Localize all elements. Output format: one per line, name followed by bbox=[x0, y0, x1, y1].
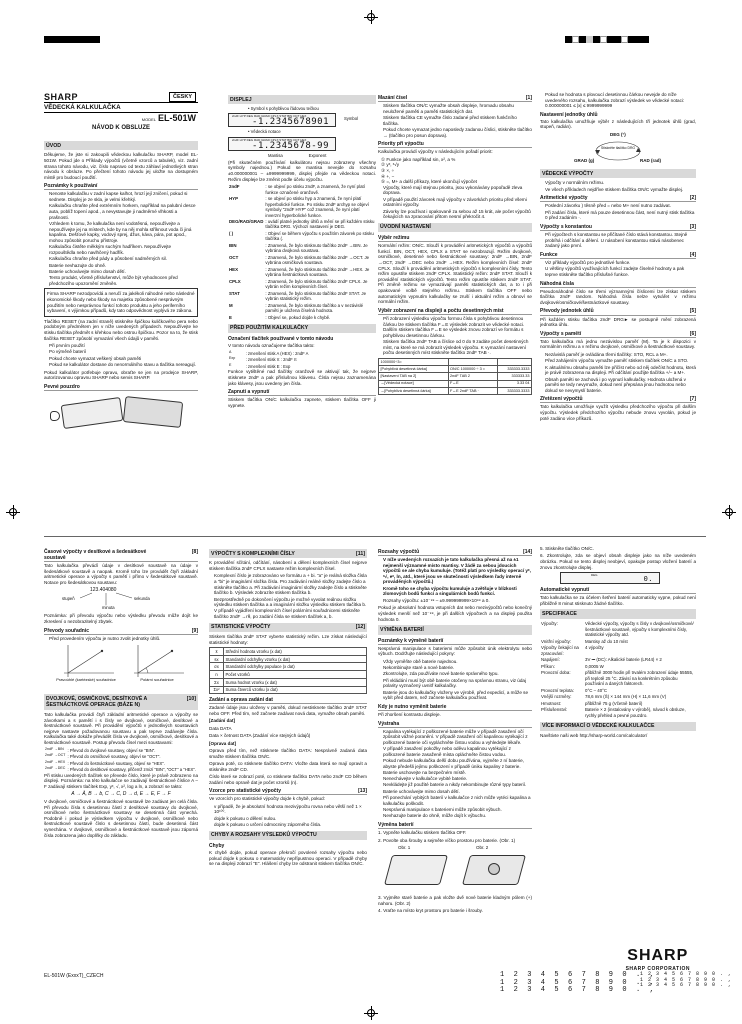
hard-case-illustration bbox=[44, 393, 198, 433]
lcd-floating-point: 2ndF HYP DEG RAD GRAD CPLX STAT BIN OCT HEX -1.2345678901 bbox=[228, 113, 336, 127]
table-row: Vnitřní výpočty: Mantisy až do 10 míst bbox=[541, 638, 628, 644]
reset-text: Tlačítko RESET (na zadní straně) stiskněte špičkou kuličkového pera nebo podobným předmětem jen v níže uvedených případech. Nepoužívejte ke stisku tlačítka předmět s křehkou nebo ostrou špičkou. Pozor na to, že stisk tlačítka RESET způsobí vymazání všech údajů v paměti. bbox=[44, 318, 198, 341]
section-komplex: VÝPOČTY S KOMPLEXNÍMI ČÍSLY [11] bbox=[211, 550, 365, 557]
section-vymena: VÝMĚNA BATERIÍ bbox=[378, 625, 532, 634]
section-chyby: CHYBY A ROZSAHY VÝSLEDKŮ VÝPOČTU bbox=[209, 831, 367, 840]
nastaveni-uhlu-text: Tato kalkulačka umožňuje výběr z následujících tří jednotek úhlů (grad, stupeň, radián). bbox=[540, 118, 696, 130]
spec-table bbox=[540, 621, 696, 719]
mazani-list: • Stiskem tlačítka ON/C vymažte obsah displeje, hromadu obsahu neuložené paměti a paměti statistických dat. • Stiskem tlačítka CE vymažte číslo zadané před stiskem funkčního tlačítka. • Pokud chcete vymazat jedno naposledy zadanou číslici, stiskněte tlačítko → (tlačítko pro posun doprava). bbox=[383, 103, 532, 138]
section-nastaveni-uhlu: Nastavení jednotky úhlů bbox=[540, 111, 598, 118]
registration-mark-right bbox=[722, 505, 736, 519]
symbol-row: OCT : Znamená, že bylo stisknuto tlačítko 2ndF →OCT. Je vybrána osmičková soustava. bbox=[229, 254, 370, 266]
label-mantisa: Mantisa bbox=[268, 152, 283, 158]
vyber2-list: • Při zobrazení výsledku výpočtu formou čísla s pohyblivou desetinnou čárkou lze stiskem tlačítka F↔E výsledek zobrazit ve vědecké notaci. Dalším stiskem tlačítka F↔E se výsledek znovu zobrazí ve formátu s pohyblivou desetinnou čárkou. • Stiskem tlačítka 2ndF TAB a číslice od 0 do 9 zadáte počet desetinných míst, na které se má zobrazit výsledek výpočtu. K vymazání nastavení počtu desetinných míst stiskněte tlačítko 2ndF TAB ·. bbox=[383, 316, 532, 356]
table-row: sx Standardní odchylky vzorku (x dat) bbox=[210, 655, 367, 663]
table-row: [Pohyblivá desetinná čárka] ON/C 1000000 ÷ 3 = 333333.3333 bbox=[380, 366, 530, 371]
section-displej: DISPLEJ bbox=[228, 95, 376, 104]
stat-values-table bbox=[209, 647, 367, 694]
brand-logo: SHARP bbox=[44, 92, 79, 102]
section-vzorce: Vzorce pro statistické výpočty [13] bbox=[209, 788, 367, 795]
fold-line-horizontal bbox=[44, 536, 706, 537]
table-row: σx Standardní odchylky populace (x dat) bbox=[210, 663, 367, 671]
table-row: Napájení: 3V ⎓ (DC): Alkalické baterie (LR44) × 2 bbox=[541, 657, 662, 663]
zadani-list: [Zadání dat] Data DATA Data × četnost DATA (Zadání více stejných údajů) [Oprava dat] Oprava před tím, než stisknete tlačítko DATA: Nesprávně zadaná data smažte stiskem tlačítka ON/C. Oprava poté, co stisknete tlačítko DATA: Vložte data která se mají opravit a stiskněte 2ndF CD. Číslo které se zobrazí poté, co stisknete tlačítko DATA nebo 2ndF CD během zadání nebo opravě dat je počet vzorků (n). bbox=[209, 718, 367, 785]
section-rozsahy: Rozsahy výpočtů [14] bbox=[378, 549, 532, 555]
registration-mark-bottom bbox=[364, 1006, 378, 1020]
table-row: Výpočty čekající na zpracování: 4 výpočty bbox=[541, 645, 604, 656]
section-pouzdro: Pevné pouzdro bbox=[44, 384, 198, 391]
symbol-row: E : Objeví se, pokud dojde k chybě. bbox=[229, 314, 331, 320]
vyber-text: Normální režim: ON/C. Slouží k provádění aritmetických výpočtů a výpočtů funkcí. BIN, OCT, HEX, CPLX a STAT se nezobrazují. Režim dvojkové, osmičkové, desetinné nebo šestnáctkové soustavy: 2ndF →BIN, 2ndF →OCT, 2ndF →DEC nebo 2ndF →HEX. Režim komplexních čísel: 2ndF CPLX. Slouží k provádění aritmetických výpočtů s komplexními čísly. Tento režim opustíte stiskem 2ndF CPLX. Statistický režim: 2ndF STAT. Slouží k provádění statistických výpočtů. Tento režim opustíte stiskem 2ndF STAT. Při změně režimu se vymazávají paměti statistických dat, a to i při opakované volbě stejného režimu. Stiskem tlačítka OFF nebo automatickým vypnutím kalkulačky se zruší i aktuální režim a obnoví se normální režim. bbox=[378, 243, 532, 305]
table-row: Příkon: 0,0005 W bbox=[541, 663, 604, 669]
label-symbol: Symbol bbox=[344, 116, 358, 122]
section-vyber-zobrazeni: Výběr zobrazení na displeji a počtu desetinných míst bbox=[378, 308, 532, 315]
section-zadani: Zadání a oprava zadání dat bbox=[209, 697, 367, 704]
table-row: Provozní teplota: 0°C – 40°C bbox=[541, 687, 608, 693]
section-funkce: Funkce [4] bbox=[540, 251, 696, 258]
symbol-row: STAT : Znamená, že bylo stisknuto tlačítko 2ndF STAT. Je vybrán statistický režim. bbox=[229, 290, 367, 302]
section-uvodni-nastaveni: ÚVODNÍ NASTAVENÍ bbox=[378, 223, 532, 232]
oznaceni-intro: V tomto návodu označujeme tlačítka takto: bbox=[228, 343, 315, 349]
poznamky-list: • Nenoste kalkulačku v zadní kapse kalhot, hrozí její zničení, pokud si sednete. Displej je ze skla, je velmi křehký. • Kalkulačku chraňte před extrémním horkem, například na palubní desce auta, poblíž topení apod., a nevystavujte ji nadměrné vlhkosti a prašnosti. • Vzhledem k tomu, že kalkulačka není vodotěsná, nepoužívejte a nepoužívejte jej na místech, kde by na něj mohla stříknout voda či jiná kapalina. Dešťové kapky, vodový sprej, džus, káva, pára, pot apod., mohou způsobit poruchu přístroje. • Kalkulačku čistěte měkkým suchým hadříkem. Nepoužívejte rozpouštědla nebo navlhčený hadřík. • Kalkulačku chraňte před pády a působení nadměrných sil. • Baterie nevhazujte do ohně. • Baterie uchovávejte mimo dosah dětí. • Tento produkt, včetně příslušenství, může být vyhodnocen před předchozího upozornění změněn. bbox=[49, 191, 198, 286]
table-row: Příslušenství: Baterie × 2 (instalovány v výrobě), návod k obsluze, rychly přehled a pevné pouzdro. bbox=[541, 707, 686, 718]
model-name: EL-501W bbox=[157, 113, 196, 123]
footer-numbers-right: 1 2 3 4 5 6 7 8 9 0 . , 1 2 3 4 5 6 7 8 9 0 . , 1 2 3 4 5 6 7 8 9 0 . , bbox=[640, 971, 733, 988]
lang-badge: ČESKY bbox=[169, 92, 196, 102]
column-7: Rozsahy výpočtů [14] • V níže uvedených rozsazích je tato kalkulačka přesná až na ±1 nejmenší významné místo mantisy. V žádě za sebou jdoucích výpočtů se ale chyba kumuluje. (Totéž platí pro výsledky operací yˣ, ˣ√, eˣ, ln, atd., které jsou ve skutečnosti výsledkem řady interně prováděných výpočtů.) • Kromě toho se chyba výpočtu kumuluje a zvětšuje v blízkosti zlomových bodů funkcí a singulárních bodů funkcí. • Rozsahy výpočtu: ±10⁻⁹⁹ – ±9.999999999×10⁹⁹ a 0. Pokud je absolutní hodnota vstupních dat nebo mezivýpočtů nebo konečný výsledek menší než 10⁻⁹⁹, je při dalších výpočtech a na displeji použita hodnota 0. VÝMĚNA BATERIÍ Poznámky k výměně baterií Nesprávná manipulace s bateriemi může způsobit únik elektrolytu nebo výbuch. Dodržujte následující pokyny: • Vždy vyměňte obě baterie najednou. • Nekombinujte staré a nové baterie. • Zkontrolujte, zda používáte nové baterie správného typu. • Při vkládání musí být obě baterie otočeny na správnou stranu, viz údaj polarity vyznačený uvnitř kalkulačky. • Baterie jsou do kalkulačky vloženy ve výrobě, před expedicí, a může se vybít před datem, než začnete kalkulačku používat. Kdy je nutno vyměnit baterie Při zhoršení kontrastu displeje. Výstraha • Kapalina vytékající z poškozené baterie může v případě zasažení očí způsobit vážné poranění. V případě zasažení očí kapalinou vytékající z poškozené baterie oči vypláchněte čistou vodou a vyhledejte lékaře. • V případě zasažení pokožky nebo oděvu kapalinou vytékající z poškozené baterie zasaženě místa opláchněte čistou vodou. • Pokud nebude kalkulačka delší dobu používána, vyjměte z ní baterie, abyste předešli jejímu poškození v případě úniku kapaliny z baterie. Baterie uschovejte na bezpečném místě. • Nenechávejte v kalkulačce vybité baterie. • Nevkládejte již použité baterie a nikdy nekombinujte různé typy baterií. • Baterie uchovávejte mimo dosah dětí. • Při ponechání vybitých baterií v kalkulačce z nich může vytéci kapalina a kalkulačku poškodit. • Nesprávná manipulace s bateriemi může způsobit výbuch. • Nevhazujte baterie do ohně, může dojít k výbuchu. Výměna baterií 1. Vypněte kalkulačku stiskem tlačítka OFF. 2. Povolte oba šrouby a sejměte víčko prostoru pro baterie. (Obr. 1) Obr. 1 Obr. 2 3. Vyjměte staré baterie a pak vložte dvě nové baterie kladným pólem (+) nahoru. (Obr. 2) 4. Vraťte na místo kryt prostoru pro baterie i šrouby. bbox=[378, 546, 532, 994]
key-e-icon: E bbox=[229, 362, 232, 367]
reset-list: • Při prvním použití • Po výměně baterií • Pokud chcete vymazat veškerý obsah paměti • Pokud se kalkulátor dostane do nenormálního stavu a tlačítka nereagují. bbox=[49, 343, 198, 368]
battery-cover-figure bbox=[384, 855, 448, 885]
zapnuti-text: Stiskem tlačítka ON/C kalkulačku zapnete, stiskem tlačítka OFF ji vypnete. bbox=[228, 397, 376, 408]
symbol-row: HYP : se objeví po stisku hyp a znamená, že nyní platí hyperbolické funkce. Po stisku 2ndF archyp se objeví symboly "2ndF HYP" což znamená, že nyní platí inverzní hyperbolické funkce. bbox=[229, 196, 369, 218]
column-5: Časové výpočty v desítkové a šedesátkové soustavě [8] Tato kalkulačka převádí údaje v desítkové soustavě na údaje v šedesátkové soustavě a naopak. Kromě toho lze provádět čtyři základní aritmetické operace a výpočty s pamětí i přímo v šedesátkové soustavě. Notace pro šedesátkovou soustavu: 123.404080 stupeň sekunda minuta Poznámka: při převodu výpočtu nebo výsledku převodu může dojít ke zkreslení o nezobrazitelný zbytek. Převody souřadnic [9] • Před provedením výpočtu je nutno zvolit jednotky úhlů. Pravoúhlé (kartézské) souřadnice Polární souřadnice DVOJKOVÉ, OSMIČKOVÉ, DESÍTKOVÉ A ŠESTNÁCTKOVÉ OPERACE (BÁZE N) [10] Tato kalkulačka provádí čtyři základní aritmetické operace a výpočty se závorkami a s pamětí i s čísly ve dvojkové, osmičkové, desítkové a šestnáctkové soustavě. Při provádění výpočtů v jednotlivých soustavách nejprve nastavte požadovanou soustavu a pak teprve zadávejte čísla. Kalkulačka také dokáže převádět čísla ve dvojkové, osmičkové, desítkové a šestnáctkové soustavě. Postup převodu čísel mezi soustavami: 2ndF →BIN : Převod do dvojkové soustavy, objeví se "BIN". 2ndF →OCT : Převod do osmičkové soustavy, objeví se "OCT". 2ndF →HEX : Převod do šestnáctkové soustavy, objeví se "HEX". 2ndF →DEC : Převod do desítkové soustavy, přičemž zmizí "BIN", "OCT" a "HEX". Při stisku uvedených tlačítek se převede číslo, které je právě zobrazeno na displeji. Poznámka: na této kalkulačce se zadávají šestnáctkové číslice A – F zadávají stiskem tlačítek Exp, yˣ, √, x², log a ln, a zobrazí se takto: A → Ā, B → b, C → C, D → d, E → E, F → F V dvojkové, osmičkové a šestnáctkové soustavě lze zadávat jen celá čísla. Při převodu čísla s desetinnou částí z desítkové soustavy do dvojkové, osmičkové nebo šestnáctkové soustavy se desetinná část vynechá. Podobně i pokud je výsledkem výpočtu v dvojkové, osmičkové nebo šestnáctkové soustavě číslo s desetinnou částí, bude desetinná část vynechána. V dvojkové, osmičkové a šestnáctkové soustavě jsou záporná čísla zobrazena jako doplňky do základu. bbox=[44, 546, 198, 994]
section-zretezeni: Zřetězení výpočtů [7] bbox=[540, 396, 696, 403]
section-mazani: Mazání čísel [1] bbox=[378, 95, 532, 101]
table-row: →[Pohyblivá desetinná čárka] F↔E 2ndF TAB · 333333.3333 bbox=[380, 388, 530, 393]
column-3 bbox=[378, 92, 532, 532]
label-scientific: • Vědecká notace bbox=[248, 129, 281, 135]
oznaceni-text: Funkce vytištěné nad tlačítky oranžově se aktivují tak, že nejprve stisknete 2ndF a pak příslušnou klávesu. Čísla nejsou zaznamenána jako klávesy, jsou uvedeny jen čísla. bbox=[228, 369, 376, 386]
symbol-row: ( ) : Objeví se během výpočtu s použitím závorek po stisku tlačítka (. bbox=[229, 231, 374, 242]
section-stat: STATISTICKÉ VÝPOČTY [12] bbox=[211, 624, 365, 631]
section-kdy: Kdy je nutno vyměnit baterie bbox=[378, 704, 532, 711]
manual-subtitle: NÁVOD K OBSLUZE bbox=[91, 125, 150, 131]
section-casove: Časové výpočty v desítkové a šedesátkové soustavě [8] bbox=[44, 549, 198, 562]
section-vystraha: Výstraha bbox=[378, 721, 532, 728]
sharp-corporation-logo: SHARP SHARP CORPORATION bbox=[625, 947, 690, 972]
section-specifikace: SPECIFIKACE bbox=[540, 609, 696, 618]
column-4: • Pokud se hodnota s plovoucí desetinnou čárkou nevejde do níže uvedeného rozsahu, kalkulačka zobrazí výsledek ve vědecké notaci: 0.000000001 ≤ |x| ≤ 9999999999 Nastavení jednotky úhlů Tato kalkulačka umožňuje výběr z následujících tří jednotek úhlů (grad, stupeň, radián). DEG (°) Stiskněte tlačítko DRG GRAD (g) RAD (rad) VĚDECKÉ VÝPOČTY • Výpočty v normálním režimu. • Ve všech příkladech nejdříve stiskem tlačítka ON/C vymažte displej. Aritmetické výpočty [2] • Poslední závorku ) těsně před = nebo M+ není nutno zadávat. • Při zadání čísla, které má pouze desetinnou část, není nutný stisk tlačítka 0 před zadáním ·. Výpočty s konstantou [3] • Při výpočtech s konstantou se přičítané číslo stává konstantou. Stejně probíhá i odčítání a dělení. U násobení konstantou stává násobenec zadaný jako první. Funkce [4] • Viz příklady výpočtů pro jednotlivé funkce. • U většiny výpočtů využívajících funkcí zadejte číselné hodnoty a pak teprve stiskněte tlačítko příslušné funkce. Náhodná čísla Pseudonáhodné číslo se třemi významnými číslicemi lze získat stiskem tlačítka 2ndF random. Náhodná čísla nelze vytvářet v režimu dvojkové/osmičkové/šestnáctkové soustavy. Převody jednotek úhlů [5] Při každém stisku tlačítka 2ndF DRG► se postupně mění zobrazená jednotka úhlu. Výpočty s pamětí [6] Tato kalkulačka má jednu nezávislou paměť (M). Ta je k dispozici v normálním režimu a v režimu dvojkové, osmičkové a šestnáctkové soustavy. • Nezávislá paměť je ovládána třemi tlačítky: STO, RCL a M+. • Před zahájením výpočtu vymažte paměť stiskem tlačítek ON/C a STO. • K aktuálnímu obsahu paměti lze přičíst nebo od něj odečíst hodnotu, která je právě zobrazena na displeji. Při odčítání použijte tlačítka +/− a M+. • Obsah paměti se zachová i po vypnutí kalkulačky. Hodnota uložená v paměti se tedy nevymaže, dokud není přepsána jinou hodnotou nebo dokud se nevymyslí baterie. Zřetězení výpočtů [7] Tato kalkulačka umožňuje využít výsledku předchozího výpočtu při dalším výpočtu. Výsledek předchozího výpočtu nebude znovu vyvolán, pokud je poté zadáno více příkazů. bbox=[540, 92, 696, 532]
priority-tail: • Výpočty, které mají stejnou prioritu, jsou vykonávány popořadě zleva doprava. • V případě použití závorek mají výpočty v závorkách prioritu před všemi ostatními výpočty. • Závorky lze používat i opakovaně za sebou až 15 krát, ale počet výpočtů čekajících na zpracování přitom nesmí překročit 4. bbox=[383, 185, 532, 220]
header-block bbox=[44, 92, 198, 138]
table-row: Σx² Suma čtverců vzorku (x dat) bbox=[210, 686, 367, 694]
key-a-icon: A bbox=[229, 350, 232, 354]
coordinate-diagram: Pravoúhlé (kartézské) souřadnice Polární souřadnice bbox=[44, 643, 198, 691]
section-vymena-sub: Poznámky k výměně baterií bbox=[378, 638, 532, 645]
symbol-row: DEG/RAD/GRAD : uvádí platné jednotky úhlů a mění se při každém stisku tlačítka DRG. Výchozí nastavení je DEG. bbox=[229, 219, 375, 230]
battery-figures: Obr. 1 Obr. 2 bbox=[378, 845, 532, 895]
table-row: Vnější rozměry: 78,6 mm (Š) × 144 mm (H) × 11,6 mm (V) bbox=[541, 694, 667, 700]
column-1 bbox=[44, 92, 198, 532]
label-exponent: Exponent bbox=[308, 152, 327, 158]
angle-unit-diagram: DEG (°) Stiskněte tlačítko DRG GRAD (g) RAD (rad) bbox=[540, 132, 696, 166]
footer-numbers: 1 2 3 4 5 6 7 8 9 0 . , 1 2 3 4 5 6 7 8 9 0 . , 1 2 3 4 5 6 7 8 9 0 . , bbox=[500, 971, 657, 995]
section-prevody-souradnic: Převody souřadnic [9] bbox=[44, 627, 198, 634]
section-zapnuti: Zapnutí a vypnutí bbox=[228, 389, 376, 396]
section-chyby-sub: Chyby bbox=[209, 842, 225, 849]
section-pred-pouzitim: PŘED POUŽITÍM KALKULAČKY bbox=[228, 324, 376, 333]
intro-list: • Pokud se hodnota s plovoucí desetinnou čárkou nevejde do níže uvedeného rozsahu, kalkulačka zobrazí výsledek ve vědecké notaci: 0.000000001 ≤ |x| ≤ 9999999999 bbox=[545, 92, 696, 109]
section-vedecke: VĚDECKÉ VÝPOČTY bbox=[540, 169, 696, 178]
website-link[interactable]: Navštivte naši web http://sharp-world.com/calculator/ bbox=[540, 733, 648, 739]
reset-tail: Pokud kalkulátor potřebuje opravu, obraťte se jen na prodejce SHARP, autorizovanou opravnu SHARP nebo servis SHARP. bbox=[44, 369, 198, 381]
section-konstanta: Výpočty s konstantou [3] bbox=[540, 224, 696, 231]
key-notation-table: A : zmenšení stisk A (HEX) : 2ndF A Exp : zmenšení stisk π : 2ndF π E : zmenšení stisk E : Exp bbox=[229, 350, 309, 369]
section-vymena-bateri: Výměna baterií bbox=[378, 822, 532, 829]
symbol-row: 2ndF : se objeví po stisku 2ndF, a znamená, že nyní platí funkce označené oranžově. bbox=[229, 184, 365, 195]
section-vyber-rezimu: Výběr režimu bbox=[378, 235, 532, 242]
column-8: 5. Stiskněte tlačítko ON/C. 6. Zkontrolujte, zda se objeví obsah displeje jako na níže uvedeném obrázku. Pokud se tento displej neobjeví, opakujte postup vložení baterií a znovu zkontrolujte displej. DEG 0. Automatické vypnutí Tato kalkulačka se za účelem šetření baterií automaticky vypne, pokud není přibližně 8 minut stisknuto žádné tlačítko. SPECIFIKACE Výpočty: Vědecké výpočty, výpočty s čísly v dvojkové/osmičkové/šestnáctkové soustavě, výpočty s komplexními čísly, statistické výpočty atd. Vnitřní výpočty: Mantisy až do 10 míst Výpočty čekající na zpracování: 4 výpočty Napájení: 3V ⎓ (DC): Alkalické baterie (LR44) × 2 Příkon: 0,0005 W Provozní doba: přibližně 3000 hodin při trvalém zobrazení údaje 55555, při teplotě 25 °C. Závisí na konkrétním způsobu používání a daných faktorech. Provozní teplota: 0°C – 40°C Vnější rozměry: 78,6 mm (Š) × 144 mm (H) × 11,6 mm (V) Hmotnost: přibližně 75 g (Včetně baterií) Příslušenství: Baterie × 2 (instalovány v výrobě), návod k obsluze, rychly přehled a pevné pouzdro. VÍCE INFORMACÍ O VĚDECKÉ KALKULAČCE Navštivte naši web http://sharp-world.com/calculator/ SHARP SHARP CORPORATION bbox=[540, 546, 696, 972]
priority-list: ① Funkce jako například sin, x², a % ② yˣ, ˣ√y ③ ×, ÷ ④ +, − ⑤ =, M+ a další příkazy, které ukončují výpočet bbox=[381, 156, 477, 185]
coordinate-axes-icon bbox=[44, 643, 198, 679]
section-prevody-uhlu: Převody jednotek úhlů [5] bbox=[540, 308, 696, 315]
symbol-table bbox=[228, 184, 376, 321]
section-oznaceni: Označení tlačítek používané v tomto návodu bbox=[228, 335, 334, 342]
section-aritm: Aritmetické výpočty [2] bbox=[540, 195, 696, 202]
column-2 bbox=[228, 92, 376, 532]
table-row: 1000000÷3= bbox=[379, 358, 532, 365]
table-row: Σx Suma hodnot vzorku (x dat) bbox=[210, 678, 367, 686]
table-row: Výpočty: Vědecké výpočty, výpočty s čísly v dvojkové/osmičkové/šestnáctkové soustavě, výpočty s komplexními čísly, statistické výpočty atd. bbox=[541, 621, 694, 638]
table-row: [Nastavení TAB na 2] 2ndF TAB 2 333333.33 bbox=[380, 374, 530, 379]
base-conversion-table: 2ndF →BIN : Převod do dvojkové soustavy, objeví se "BIN". 2ndF →OCT : Převod do osmičkové soustavy, objeví se "OCT". 2ndF →HEX : Převod do šestnáctkové soustavy, objeví se "HEX". 2ndF →DEC : Převod do desítkové soustavy, přičemž zmizí "BIN", "OCT" a "HEX". bbox=[45, 746, 196, 772]
product-title: VĚDECKÁ KALKULAČKA bbox=[44, 102, 198, 113]
color-bar-top-right bbox=[565, 36, 649, 43]
section-uvod: ÚVOD bbox=[44, 141, 198, 150]
color-bar-top bbox=[44, 36, 100, 43]
symbol-row: HEX : Znamená, že bylo stisknuto tlačítko 2ndF →HEX. Je vybrána šestnáctková soustava. bbox=[229, 266, 370, 278]
registration-mark-top bbox=[364, 10, 378, 24]
firma-disclaimer-box: Firma SHARP nezodpovídá a neručí za jakékoli náhodné nebo následné ekonomické škody nebo škody na majetku způsobené nesprávným použitím nebo nesprávnou funkcí tohoto produktu a jeho periferního vybavení, s výjimkou případů, kdy tato odpovědnost vyplývá ze zákona. bbox=[44, 288, 198, 316]
section-poznamky: Poznámky k používání bbox=[44, 183, 198, 190]
symbol-row: CPLX : Znamená, že bylo stisknuto tlačítko 2ndF CPLX. Je vybrán režim komplexních čísel. bbox=[229, 278, 368, 290]
table-row: Hmotnost: přibližně 75 g (Včetně baterií) bbox=[541, 700, 643, 706]
model-prefix: MODEL bbox=[141, 117, 156, 122]
label-floating: • Symbol s pohyblivou řádovou tečkou bbox=[248, 106, 319, 112]
registration-mark-left bbox=[6, 505, 20, 519]
uvod-text: Děkujeme, že jste si zakoupili vědeckou kalkulačku SHARP, model EL-501W. Pokud jde o Příklady výpočtů (včetně vzorců a tabulek), viz. zadní strana tohoto návodu, viz. číslo napravo od textu záhlaví jednotlivých stran návodu k obsluze. Po přečtení tohoto návodu jej uložte na dostupném místě pro budoucí použití. bbox=[44, 152, 198, 180]
lcd-check-display: DEG 0. bbox=[560, 572, 660, 584]
battery-icon bbox=[488, 863, 500, 875]
table-row: n Počet vzorků bbox=[210, 671, 367, 679]
section-priority: Priority při výpočtu bbox=[378, 141, 532, 148]
display-example-table bbox=[378, 358, 532, 395]
priority-intro: Kalkulačka provádí výpočty v následujícím pořadí priorit: bbox=[378, 149, 493, 155]
table-row: Provozní doba: přibližně 3000 hodin při trvalém zobrazení údaje 55555, při teplotě 25 °C. Závisí na konkrétním způsobu používání a daných faktorech. bbox=[541, 670, 694, 687]
symbol-row: BIN : Znamená, že bylo stisknuto tlačítko 2ndF →BIN. Je vybrána dvojková soustava. bbox=[229, 242, 368, 254]
section-nahodna: Náhodná čísla bbox=[540, 281, 696, 288]
footer-code: EL-501W (ExxxT)_CZECH bbox=[44, 973, 104, 979]
section-pamet: Výpočty s pamětí [6] bbox=[540, 330, 696, 337]
lcd-scientific: 2ndF HYP DEG RAD GRAD CPLX STAT BIN OCT HEX -1.2345678-99 bbox=[228, 137, 336, 151]
section-baze-n: DVOJKOVÉ, OSMIČKOVÉ, DESÍTKOVÉ A ŠESTNÁCTKOVÉ OPERACE (BÁZE N) [10] bbox=[46, 695, 196, 709]
vedecke-list: • Výpočty v normálním režimu. • Ve všech příkladech nejdříve stiskem tlačítka ON/C vymažte displej. bbox=[545, 180, 696, 192]
symbol-row: M : Znamená, že bylo stisknuto tlačítko a v nezávislé paměti je uložena číselná hodnota. bbox=[229, 302, 364, 314]
section-vice-info: VÍCE INFORMACÍ O VĚDECKÉ KALKULAČCE bbox=[540, 722, 696, 731]
section-auto-off: Automatické vypnutí bbox=[540, 587, 696, 594]
hex-digit-mapping: A → Ā, B → b, C → C, D → d, E → E, F → F bbox=[71, 791, 171, 798]
table-row: →[Vědecká notace] F↔E 3.33 04 bbox=[380, 381, 530, 386]
sexagesimal-diagram: 123.404080 stupeň sekunda minuta bbox=[62, 587, 150, 611]
displej-note: (Při skutečném používání kalkulátoru nejsou zobrazeny všechny symboly najednou.) Pokud se mantisa nevejde do rozsahu ±0.000000001 – ±9999999999, displej přejde na vědeckou notaci. Režim displeje lze změnit podle účelu výpočtu. bbox=[228, 159, 376, 182]
key-exp-icon: Exp bbox=[229, 356, 236, 361]
table-row: x̄ Střední hodnota vzorku (x dat) bbox=[210, 648, 367, 656]
column-6: VÝPOČTY S KOMPLEXNÍMI ČÍSLY [11] K provádění sčítání, odčítání, násobení a dělení komplexních čísel nejprve stiskem tlačítka 2ndF CPLX nastavte režim komplexních čísel. • Komplexní číslo je zobrazováno ve formátu a + bi. "a" je reálná složka čísla a "bi" je imaginární složka čísla. Pro zadávání reálné složky zadejte číslo a stiskněte tlačítko a. Při zadávání imaginární složky zadejte číslo a stiskněte tlačítko b. Výsledek zobrazíte stiskem tlačítka b. • Bezprostředně po dokončení výpočtu je možné vyvolat reálnou složku výsledku stiskem tlačítka a a imaginární složku výsledku stiskem tlačítka b. • V případě vyjádření komplexních čísel polárními souřadnicemi stiskněte tlačítko 2ndF →rθ, po zadání čísla se stiskem tlačítek a, b. STATISTICKÉ VÝPOČTY [12] Stiskem tlačítka 2ndF STAT vyberte statistický režim. Lze získat následující statistické hodnoty: x̄ Střední hodnota vzorku (x dat) sx Standardní odchylky vzorku (x dat) σx Standardní odchylky populace (x dat) n Počet vzorků Σx Suma hodnot vzorku (x dat) Σx² Suma čtverců vzorku (x dat) Zadání a oprava zadání dat Zadané údaje jsou uloženy v paměti, dokud nestisknete tlačítko 2ndF STAT nebo OFF. Před tím, než začnete zadávat nová data, vymažte obsah paměti. [Zadání dat] Data DATA Data × četnost DATA (Zadání více stejných údajů) [Oprava dat] Oprava před tím, než stisknete tlačítko DATA: Nesprávně zadaná data smažte stiskem tlačítka ON/C. Oprava poté, co stisknete tlačítko DATA: Vložte data která se mají opravit a stiskněte 2ndF CD. Číslo které se zobrazí poté, co stisknete tlačítko DATA nebo 2ndF CD během zadání nebo opravě dat je počet vzorků (n). Vzorce pro statistické výpočty [13] Ve vzorcích pro statistické výpočty dojde k chybě, pokud: • v případě, že je absolutní hodnota mezivýpočtu rovna nebo větší než 1 × 10¹⁰⁰. • dojde k pokusu o dělení nulou. • dojde k pokusu o určení odmocniny záporného čísla. CHYBY A ROZSAHY VÝSLEDKŮ VÝPOČTU Chyby K chybě dojde, pokud operace překročí povolené rozsahy výpočtu nebo pokud dojde k pokusu o matematicky nepřípustnou operaci. V případě chyby se na displeji zobrazí "E". Hlášení chyby lze odstranit stiskem tlačítka ON/C. bbox=[209, 546, 367, 994]
